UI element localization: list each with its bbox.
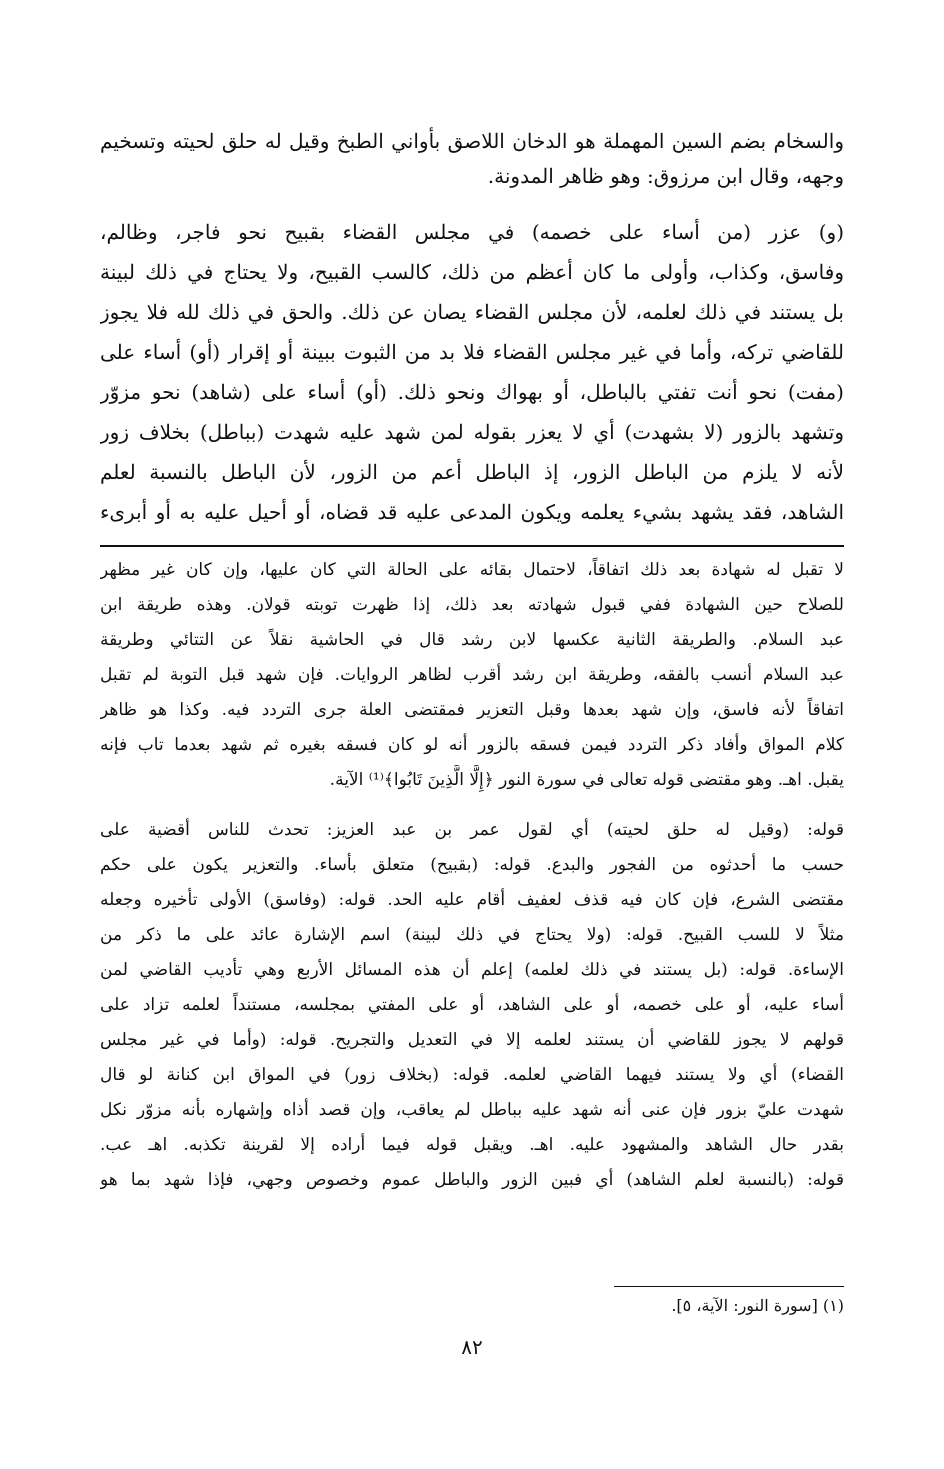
main-line: وجهه، وقال ابن مرزوق: وهو ظاهر المدونة. [487, 164, 844, 188]
commentary-line: القضاء) أي ولا يستند فيهما القاضي لعلمه. قوله: (بخلاف زور) في المواق ابن كنانة لو قال [100, 1065, 844, 1085]
commentary-line: اتفاقاً لأنه فاسق، وإن شهد بعدها وقبل التعزير فمقتضى العلة جرى التردد فيه. وكذا هو ظاهر [100, 700, 844, 720]
commentary-line: للصلاح حين الشهادة ففي قبول شهادته بعد ذلك، إذا ظهرت توبته قولان. وهذه طريقة ابن [100, 595, 844, 615]
commentary-line: حسب ما أحدثوه من الفجور والبدع. قوله: (بقبيح) متعلق بأساء. والتعزير يكون على حكم [100, 855, 844, 875]
commentary-line: شهدت عليّ بزور فإن عنى أنه شهد عليه بباطل لم يعاقب، وإن قصد أذاه وإشهاره بأنه مزوّر نكل [100, 1100, 844, 1120]
commentary-line: عبد السلام. والطريقة الثانية عكسها لابن رشد قال في الحاشية نقلاً عن التتائي وطريقة [100, 630, 844, 650]
main-line: وتشهد بالزور (لا بشهدت) أي لا يعزر بقوله لمن شهد عليه شهدت (بباطل) بخلاف زور [100, 420, 844, 444]
page-number: ٨٢ [461, 1335, 483, 1359]
main-line: الشاهد، فقد يشهد بشيء يعلمه ويكون المدعى عليه قد قضاه، أو أحيل عليه به أو أبرىء [100, 500, 844, 524]
commentary-line: مثلاً لا للسب القبيح. قوله: (ولا يحتاج في ذلك لبينة) اسم الإشارة عائد على ما ذكر من [100, 925, 844, 945]
main-line: لأنه لا يلزم من الباطل الزور، إذ الباطل أعم من الزور، لأن الباطل بالنسبة لعلم [100, 460, 844, 484]
commentary-line: قوله: (وقيل له حلق لحيته) أي لقول عمر بن عبد العزيز: تحدث للناس أقضية على [100, 820, 844, 840]
commentary-line: بقدر حال الشاهد والمشهود عليه. اهـ. ويقبل قوله فيما أراده إلا لقرينة تكذبه. اهـ عب. [100, 1135, 844, 1155]
commentary-line: كلام المواق وأفاد ذكر التردد فيمن فسقه بالزور أنه لو كان فسقه بغيره ثم شهد بعدما تاب فإنه [100, 735, 844, 755]
commentary-line: لا تقبل له شهادة بعد ذلك اتفاقاً، لاحتمال بقائه على الحالة التي كان عليها، وإن كان غير مظهر [100, 560, 844, 580]
main-commentary-divider [100, 545, 844, 547]
footnote-divider [614, 1286, 844, 1287]
footnote: (١) [سورة النور: الآية، ٥]. [671, 1296, 844, 1315]
commentary-line: يقبل. اهـ. وهو مقتضى قوله تعالى في سورة النور ﴿إِلَّا الَّذِينَ تَابُوا﴾⁽¹⁾ الآية. [329, 770, 844, 790]
commentary-line: قوله: (بالنسبة لعلم الشاهد) أي فبين الزور والباطل عموم وخصوص وجهي، فإذا شهد بما هو [100, 1170, 844, 1190]
book-page [100, 0, 844, 1469]
main-line: للقاضي تركه، وأما في غير مجلس القضاء فلا بد من الثبوت ببينة أو إقرار (أو) أساء على [100, 340, 844, 364]
commentary-line: عبد السلام أنسب بالفقه، وطريقة ابن رشد أقرب لظاهر الروايات. فإن شهد قبل التوبة لم تقبل [100, 665, 844, 685]
main-line: بل يستند في ذلك لعلمه، لأن مجلس القضاء يصان عن ذلك. والحق في ذلك لله فلا يجوز [100, 300, 844, 324]
commentary-line: قولهم لا يجوز للقاضي أن يستند لعلمه إلا في التعديل والتجريح. قوله: (وأما في غير مجلس [100, 1030, 844, 1050]
commentary-line: الإساءة. قوله: (بل يستند في ذلك لعلمه) إعلم أن هذه المسائل الأربع وهي تأديب القاضي لمن [100, 960, 844, 980]
commentary-line: مقتضى الشرع، فإن كان فيه قذف لعفيف أقام عليه الحد. قوله: (وفاسق) الأولى تأخيره وجعله [100, 890, 844, 910]
main-line: (و) عزر (من أساء على خصمه) في مجلس القضاء بقبيح نحو فاجر، وظالم، [100, 220, 844, 244]
main-line: وفاسق، وكذاب، وأولى ما كان أعظم من ذلك، كالسب القبيح، ولا يحتاج في ذلك لبينة [100, 260, 844, 284]
commentary-line: أساء عليه، أو على خصمه، أو على الشاهد، أو على المفتي بمجلسه، مستنداً لعلمه تزاد على [100, 995, 844, 1015]
main-line: (مفت) نحو أنت تفتي بالباطل، أو بهواك ونحو ذلك. (أو) أساء على (شاهد) نحو مزوّر [100, 380, 844, 404]
main-line: والسخام بضم السين المهملة هو الدخان اللاصق بأواني الطبخ وقيل له حلق لحيته وتسخيم [100, 129, 844, 153]
